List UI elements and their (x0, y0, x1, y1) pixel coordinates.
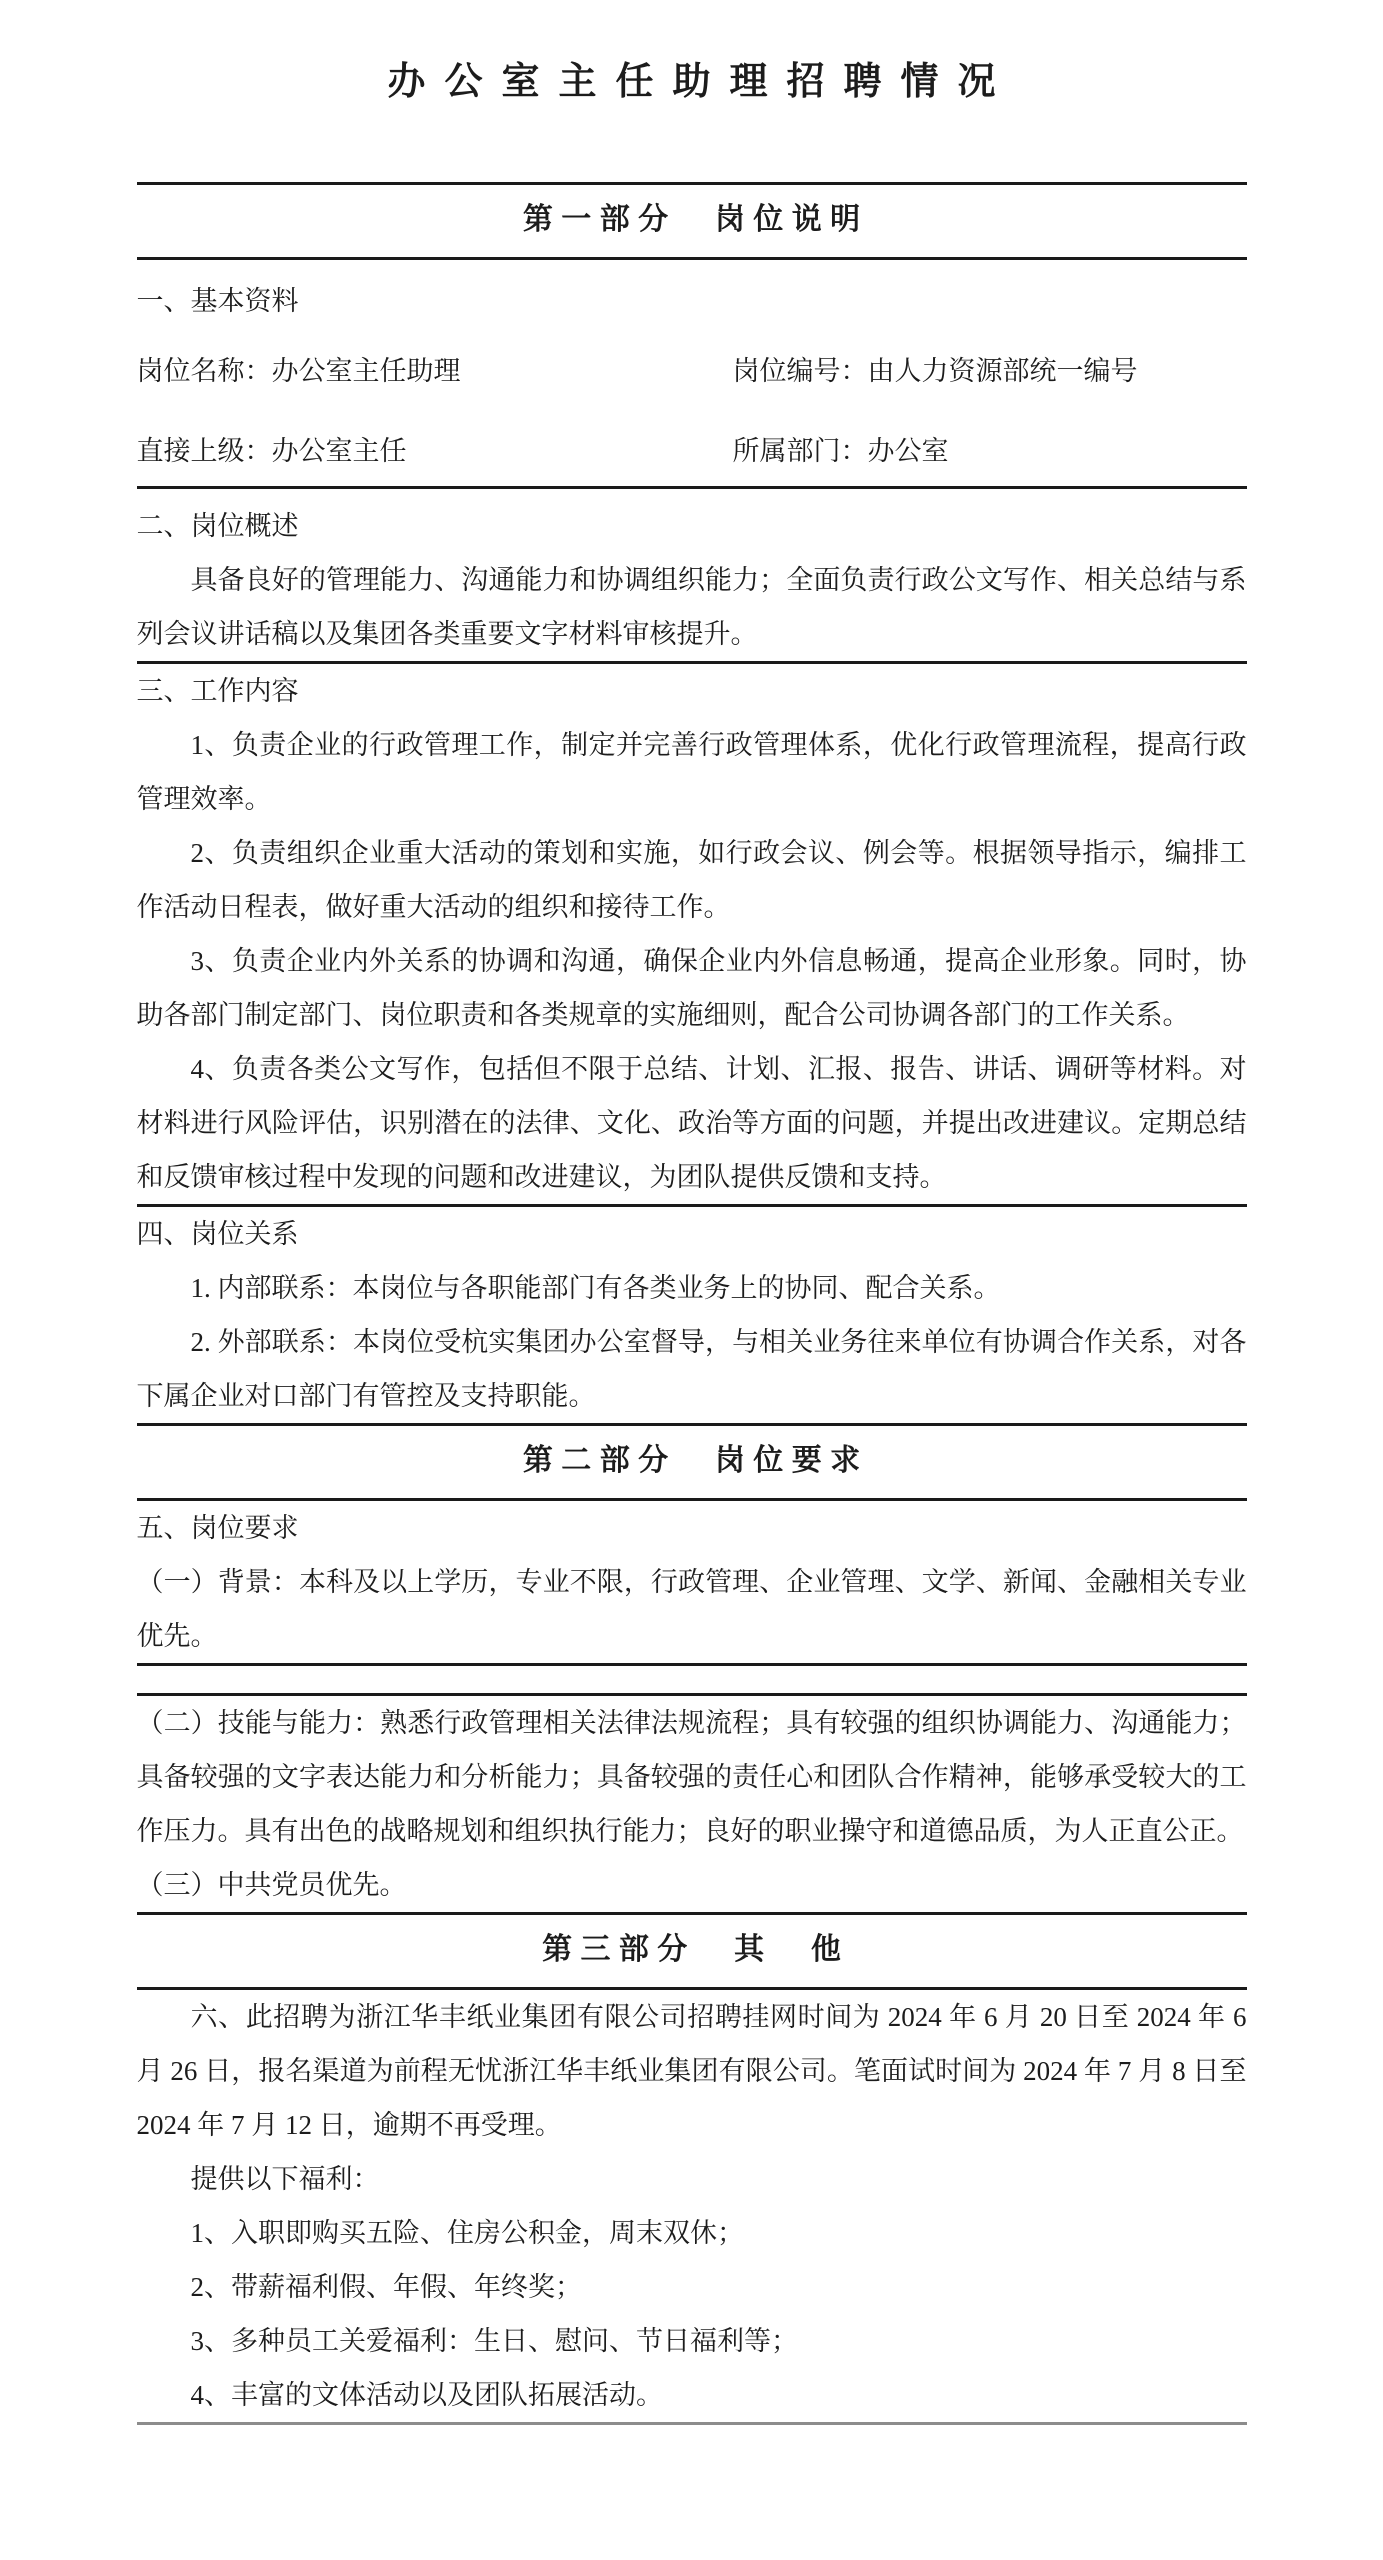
benefit-item: 2、带薪福利假、年假、年终奖； (190, 2272, 582, 2302)
section-divider (137, 257, 1247, 260)
requirement-item: （三）中共党员优先。 (136, 1870, 407, 1900)
relation-item: 2. 外部联系：本岗位受杭实集团办公室督导，与相关业务往来单位有协调合作关系，对各下属企业对口部门有管控及支持职能。 (136, 1327, 1247, 1411)
duty-item: 2、负责组织企业重大活动的策划和实施，如行政会议、例会等。根据领导指示，编排工作活动日程表，做好重大活动的组织和接待工作。 (136, 838, 1247, 922)
benefit-item: 1、入职即购买五险、住房公积金，周末双休； (190, 2218, 744, 2248)
field-position-name: 岗位名称：办公室主任助理 (136, 356, 461, 386)
part2-header: 第二部分 岗位要求 (522, 1444, 869, 1477)
duty-item: 1、负责企业的行政管理工作，制定并完善行政管理体系，优化行政管理流程，提高行政管理效率。 (136, 730, 1247, 814)
section-divider (137, 486, 1247, 489)
recruitment-info-text: 六、此招聘为浙江华丰纸业集团有限公司招聘挂网时间为 2024 年 6 月 20 日至 2024 年 6 月 26 日，报名渠道为前程无忧浙江华丰纸业集团有限公司。笔面试时间为 2024 年 7 月 8 日至 2024 年 7 月 12 日，逾期不再受理。 (136, 2002, 1247, 2140)
duty-item: 4、负责各类公文写作，包括但不限于总结、计划、汇报、报告、讲话、调研等材料。对材料进行风险评估，识别潜在的法律、文化、政治等方面的问题，并提出改进建议。定期总结和反馈审核过程中发现的问题和改进建议，为团队提供反馈和支持。 (136, 1054, 1247, 1192)
benefit-item: 3、多种员工关爱福利：生日、慰问、节日福利等； (190, 2326, 798, 2356)
field-department: 所属部门：办公室 (732, 436, 949, 466)
document-page (137, 0, 1247, 2425)
benefit-item: 4、丰富的文体活动以及团队拓展活动。 (190, 2380, 663, 2410)
basic-info-row (137, 344, 1247, 398)
relation-item: 1. 内部联系：本岗位与各职能部门有各类业务上的协同、配合关系。 (190, 1273, 1001, 1303)
section-heading-basic-info: 一、基本资料 (136, 286, 299, 316)
job-overview-text: 具备良好的管理能力、沟通能力和协调组织能力；全面负责行政公文写作、相关总结与系列会议讲话稿以及集团各类重要文字材料审核提升。 (136, 565, 1247, 649)
duty-item: 3、负责企业内外关系的协调和沟通，确保企业内外信息畅通，提高企业形象。同时，协助各部门制定部门、岗位职责和各类规章的实施细则，配合公司协调各部门的工作关系。 (136, 946, 1247, 1030)
requirement-item: （一）背景：本科及以上学历，专业不限，行政管理、企业管理、文学、新闻、金融相关专业优先。 (136, 1567, 1247, 1651)
section-heading-job-relations: 四、岗位关系 (136, 1219, 299, 1249)
requirement-item: （二）技能与能力：熟悉行政管理相关法律法规流程；具有较强的组织协调能力、沟通能力；具备较强的文字表达能力和分析能力；具备较强的责任心和团队合作精神，能够承受较大的工作压力。具有出色的战略规划和组织执行能力；良好的职业操守和道德品质，为人正直公正。 (136, 1708, 1247, 1846)
part1-header: 第一部分 岗位说明 (522, 203, 869, 236)
empty-row (137, 1666, 1247, 1693)
document-bottom-divider (137, 2422, 1247, 2425)
part3-header: 第三部分 其 他 (542, 1933, 850, 1966)
field-position-code: 岗位编号：由人力资源部统一编号 (732, 356, 1138, 386)
field-direct-superior: 直接上级：办公室主任 (136, 436, 407, 466)
basic-info-row (137, 424, 1247, 478)
section-heading-job-requirements: 五、岗位要求 (136, 1513, 299, 1543)
section-heading-job-duties: 三、工作内容 (136, 676, 299, 706)
section-heading-job-overview: 二、岗位概述 (136, 511, 299, 541)
benefits-intro: 提供以下福利： (190, 2164, 380, 2194)
doc-title: 办公室主任助理招聘情况 (387, 61, 1015, 103)
